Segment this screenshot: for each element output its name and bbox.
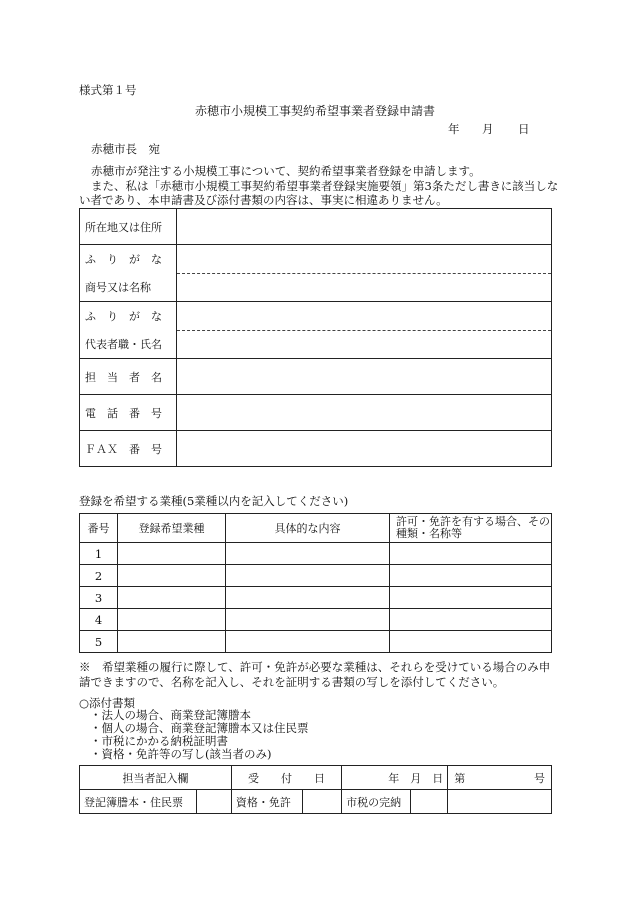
trade-name-label: 商号又は名称 bbox=[85, 281, 151, 294]
details-field[interactable] bbox=[226, 543, 390, 565]
representative-furigana-field[interactable] bbox=[177, 302, 551, 331]
header-number: 番号 bbox=[80, 514, 118, 543]
category-field[interactable] bbox=[118, 565, 226, 587]
phone-label: 電 話 番 号 bbox=[80, 395, 177, 431]
addressee: 赤穂市長 宛 bbox=[91, 142, 160, 156]
header-license: 許可・免許を有する場合、その種類・名称等 bbox=[390, 514, 552, 543]
license-field[interactable] bbox=[390, 543, 552, 565]
license-check-label: 資格・免許 bbox=[231, 790, 302, 814]
attachments-heading: ○添付書類 bbox=[79, 696, 136, 710]
number-suffix: 号 bbox=[534, 771, 545, 785]
date-year: 年 bbox=[448, 122, 460, 136]
business-table bbox=[79, 513, 552, 653]
header-category: 登録希望業種 bbox=[118, 514, 226, 543]
category-field[interactable] bbox=[118, 587, 226, 609]
tax-check[interactable] bbox=[410, 790, 447, 814]
phone-field[interactable] bbox=[176, 395, 551, 431]
representative-cell bbox=[176, 302, 551, 359]
list-item: ・法人の場合、商業登記簿謄本 bbox=[90, 708, 251, 722]
license-note bbox=[79, 660, 559, 689]
contact-person-field[interactable] bbox=[176, 359, 551, 395]
category-field[interactable] bbox=[118, 631, 226, 653]
details-field[interactable] bbox=[226, 565, 390, 587]
staff-entry-label: 担当者記入欄 bbox=[80, 766, 232, 790]
license-field[interactable] bbox=[390, 587, 552, 609]
license-field[interactable] bbox=[390, 609, 552, 631]
intro-line-2: また、私は「赤穂市小規模工事契約希望事業者登録実施要領」第3条ただし書きに該当しない者であり、本申請書及び添付書類の内容は、事実に相違ありません。 bbox=[79, 178, 559, 207]
attachments-list bbox=[90, 709, 309, 761]
list-item: ・市税にかかる納税証明書 bbox=[90, 734, 228, 748]
address-field[interactable] bbox=[176, 209, 551, 245]
fax-label: ＦＡＸ 番 号 bbox=[80, 431, 177, 467]
address-label: 所在地又は住所 bbox=[80, 209, 177, 245]
form-number: 様式第１号 bbox=[79, 83, 137, 97]
row-number: 5 bbox=[80, 631, 118, 653]
date-month: 月 bbox=[482, 122, 494, 136]
list-item: ・個人の場合、商業登記簿謄本又は住民票 bbox=[90, 721, 309, 735]
representative-label: 代表者職・氏名 bbox=[85, 338, 162, 351]
date-day: 日 bbox=[518, 122, 530, 136]
table-row bbox=[80, 587, 552, 609]
category-field[interactable] bbox=[118, 543, 226, 565]
representative-label-cell bbox=[80, 302, 177, 359]
category-field[interactable] bbox=[118, 609, 226, 631]
license-check[interactable] bbox=[302, 790, 341, 814]
row-number: 3 bbox=[80, 587, 118, 609]
trade-name-furigana-field[interactable] bbox=[177, 245, 551, 274]
note-text: ※ 希望業種の履行に際して、許可・免許が必要な業種は、それらを受けている場合のみ申請できますので、名称を記入し、それを証明する書類の写しを添付してください。 bbox=[79, 660, 551, 689]
received-date-label: 受 付 日 bbox=[231, 766, 341, 790]
details-field[interactable] bbox=[226, 587, 390, 609]
representative-field[interactable] bbox=[177, 331, 551, 359]
intro-line-1: 赤穂市が発注する小規模工事について、契約希望事業者登録を申請します。 bbox=[91, 164, 481, 178]
applicant-table bbox=[79, 208, 552, 467]
license-field[interactable] bbox=[390, 631, 552, 653]
trade-name-cell bbox=[176, 245, 551, 302]
registry-label: 登記簿謄本・住民票 bbox=[80, 790, 197, 814]
table-row bbox=[80, 565, 552, 587]
receipt-number-field[interactable] bbox=[448, 766, 552, 790]
office-use-table bbox=[79, 765, 552, 814]
intro-paragraph bbox=[79, 164, 559, 208]
document-title: 赤穂市小規模工事契約希望事業者登録申請書 bbox=[194, 104, 435, 118]
trade-name-label-cell bbox=[80, 245, 177, 302]
row-number: 4 bbox=[80, 609, 118, 631]
fax-field[interactable] bbox=[176, 431, 551, 467]
tax-label: 市税の完納 bbox=[342, 790, 411, 814]
number-prefix: 第 bbox=[454, 771, 466, 785]
details-field[interactable] bbox=[226, 609, 390, 631]
table-row bbox=[80, 631, 552, 653]
registry-check[interactable] bbox=[196, 790, 231, 814]
representative-furigana-label: ふ り が な bbox=[85, 310, 162, 323]
trade-name-field[interactable] bbox=[177, 274, 551, 302]
license-field[interactable] bbox=[390, 565, 552, 587]
table-row bbox=[80, 543, 552, 565]
row-number: 1 bbox=[80, 543, 118, 565]
business-section-title: 登録を希望する業種(5業種以内を記入してください) bbox=[79, 494, 349, 508]
table-row bbox=[80, 609, 552, 631]
contact-person-label: 担 当 者 名 bbox=[80, 359, 177, 395]
row-number: 2 bbox=[80, 565, 118, 587]
details-field[interactable] bbox=[226, 631, 390, 653]
received-date-field[interactable]: 年 月 日 bbox=[342, 766, 448, 790]
office-blank bbox=[448, 790, 552, 814]
header-details: 具体的な内容 bbox=[226, 514, 390, 543]
list-item: ・資格・免許等の写し(該当者のみ) bbox=[90, 747, 272, 761]
trade-name-furigana-label: ふ り が な bbox=[85, 253, 162, 266]
